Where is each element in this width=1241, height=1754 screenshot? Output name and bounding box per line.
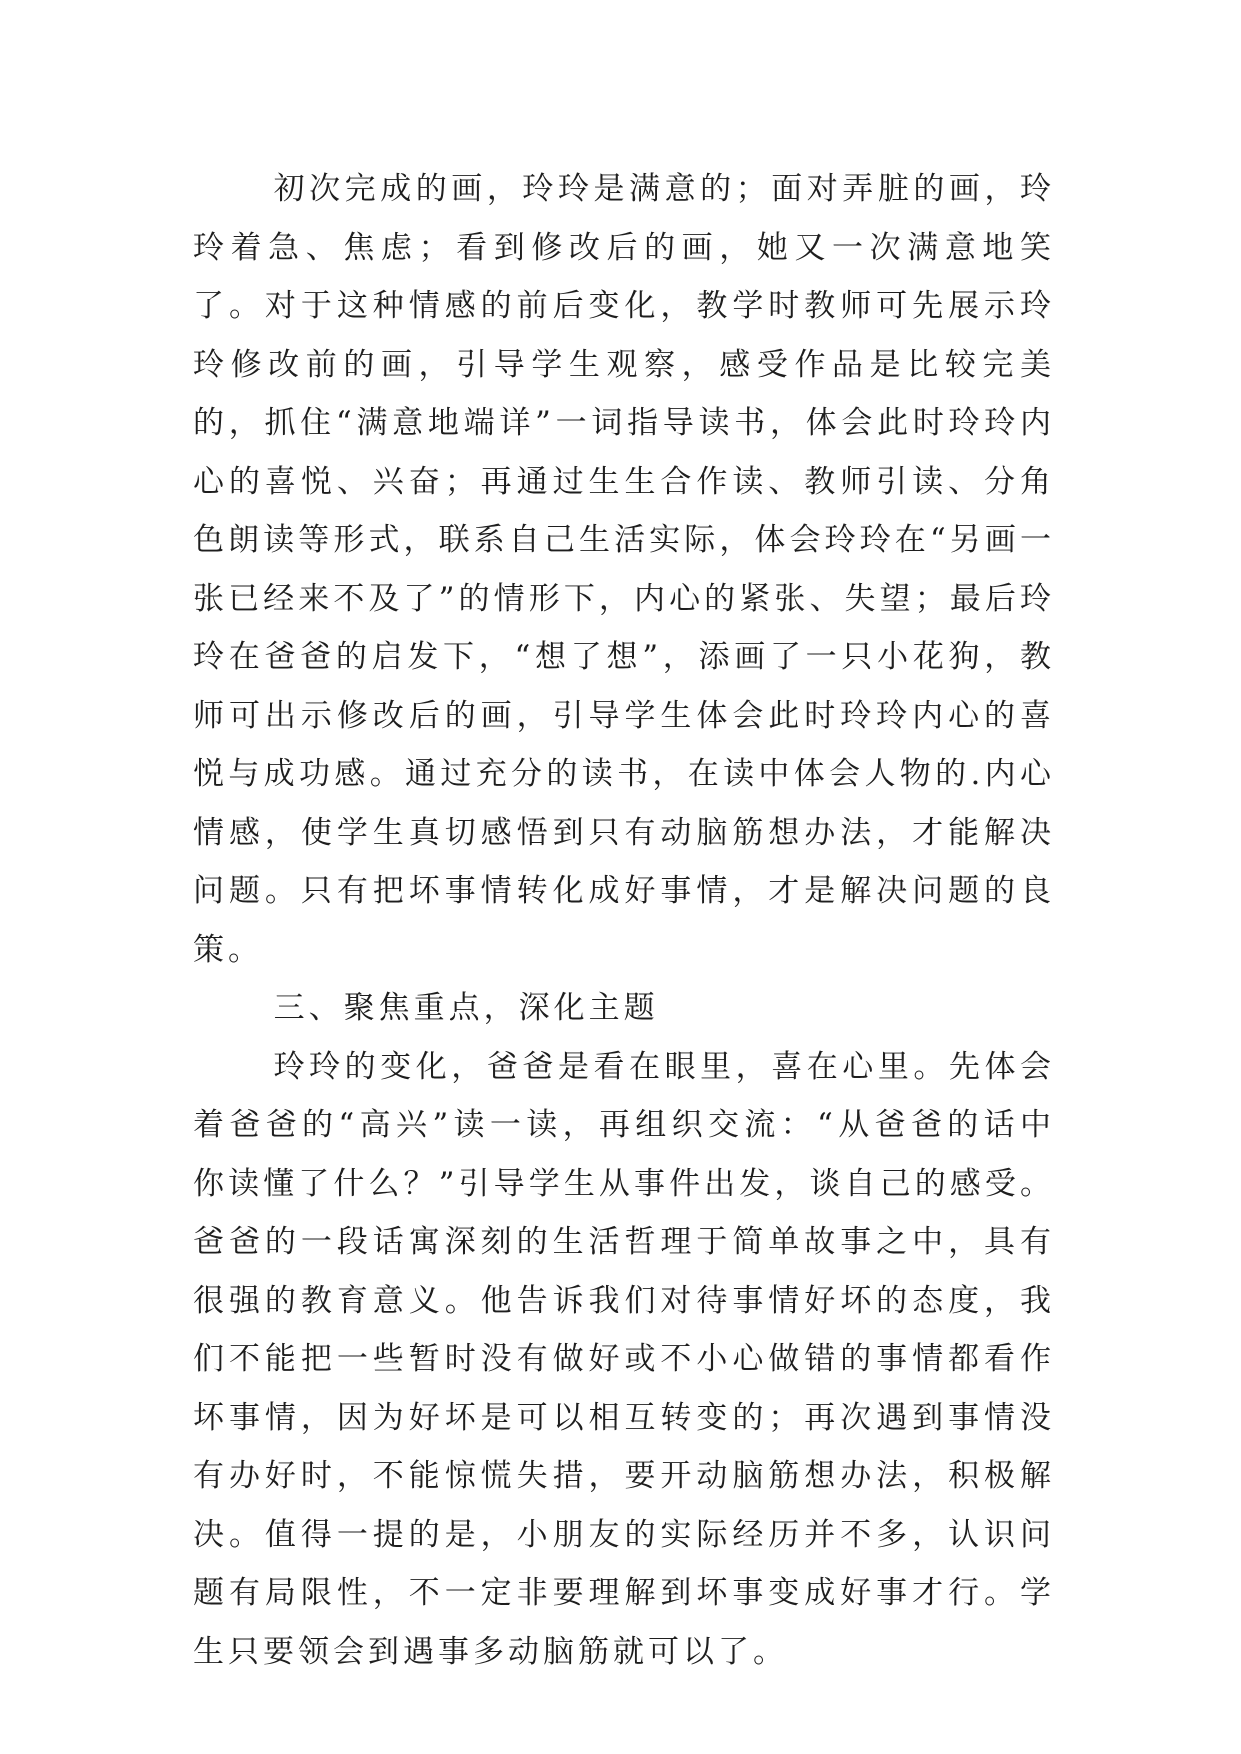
paragraph-1: 初次完成的画，玲玲是满意的；面对弄脏的画，玲玲着急、焦虑；看到修改后的画，她又一次满意地笑了。对于这种情感的前后变化，教学时教师可先展示玲玲修改前的画，引导学生观察，感受作品是比较完美的，抓住“满意地端详”一词指导读书，体会此时玲玲内心的喜悦、兴奋；再通过生生合作读、教师引读、分角色朗读等形式，联系自己生活实际，体会玲玲在“另画一张已经来不及了”的情形下，内心的紧张、失望；最后玲玲在爸爸的启发下，“想了想”，添画了一只小花狗，教师可出示修改后的画，引导学生体会此时玲玲内心的喜悦与成功感。通过充分的读书，在读中体会人物的.内心情感，使学生真切感悟到只有动脑筋想办法，才能解决问题。只有把坏事情转化成好事情，才是解决问题的良策。 bbox=[193, 171, 1055, 968]
paragraph-2: 玲玲的变化，爸爸是看在眼里，喜在心里。先体会着爸爸的“高兴”读一读，再组织交流：“从爸爸的话中你读懂了什么？”引导学生从事件出发，谈自己的感受。爸爸的一段话寓深刻的生活哲理于简单故事之中，具有很强的教育意义。他告诉我们对待事情好坏的态度，我们不能把一些暂时没有做好或不小心做错的事情都看作坏事情，因为好坏是可以相互转变的；再次遇到事情没有办好时，不能惊慌失措，要开动脑筋想办法，积极解决。值得一提的是，小朋友的实际经历并不多，认识问题有局限性，不一定非要理解到坏事变成好事才行。学生只要领会到遇事多动脑筋就可以了。 bbox=[193, 1048, 1055, 1670]
document-body bbox=[193, 160, 1055, 1681]
section-heading: 三、聚焦重点，深化主题 bbox=[273, 990, 659, 1026]
